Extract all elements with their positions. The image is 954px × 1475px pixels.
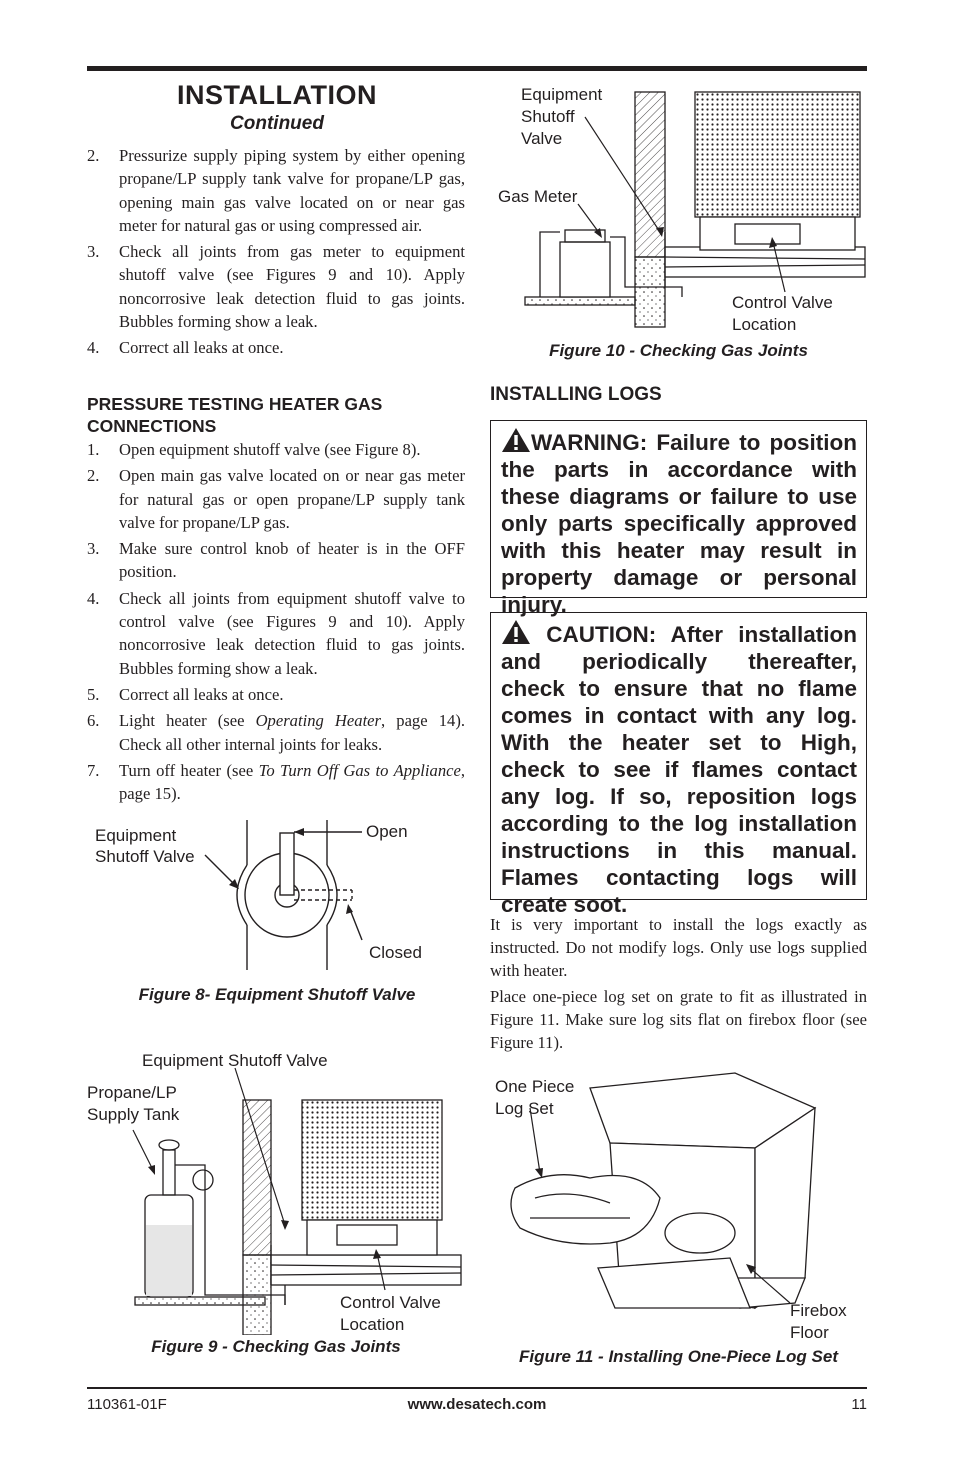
fig9-label-tank-2: Supply Tank xyxy=(87,1105,180,1124)
caution-box xyxy=(490,612,867,917)
fig11-label-log-2: Log Set xyxy=(495,1099,554,1118)
figure-10-caption: Figure 10 - Checking Gas Joints xyxy=(549,341,808,360)
list-item: 3. Make sure control knob of heater is in the OFF position. xyxy=(87,539,465,582)
logs-paragraph-1: It is very important to install the logs exactly as instructed. Do not modify logs. Only use logs supplied with heater. xyxy=(490,915,867,980)
caution-text: CAUTION: After installation and periodically thereafter, check to ensure that no flame comes in contact with any log. With the heater set to High, check to see if flames contact any log. If so, reposition logs according to the log installation instructions in this manual. Flames contacting logs will create soot. xyxy=(501,622,857,917)
fig8-label-valve-1: Equipment xyxy=(95,826,177,845)
list-item: 3. Check all joints from gas meter to equipment shutoff valve (see Figures 9 and 10). Apply noncorrosive leak detection fluid to gas joints. Bubbles forming show a leak. xyxy=(87,242,465,332)
list-item: 2. Open main gas valve located on or near gas meter for natural gas or open propane/LP supply tank valve for propane/LP gas. xyxy=(87,466,465,532)
fig9-label-valve: Equipment Shutoff Valve xyxy=(142,1051,328,1070)
fig11-label-floor-1: Firebox xyxy=(790,1301,847,1320)
fig11-label-log-1: One Piece xyxy=(495,1077,575,1096)
warning-triangle-icon xyxy=(501,427,531,453)
list-item: 1. Open equipment shutoff valve (see Figure 8). xyxy=(87,440,421,459)
fig9-label-control-2: Location xyxy=(340,1315,405,1334)
fig8-label-closed: Closed xyxy=(369,943,422,962)
list-item: 7. Turn off heater (see To Turn Off Gas to Appliance, page 15). xyxy=(87,760,465,804)
figure-9-gas-joints xyxy=(85,1045,467,1335)
figure-8-shutoff-valve xyxy=(87,815,467,980)
doc-number: 110361-01F xyxy=(87,1396,167,1413)
warning-text: WARNING: Failure to position the parts in accordance with these diagrams or failure to use only parts specifically approved with this heater may result in property damage or personal injury. xyxy=(501,430,857,617)
pressure-testing-steps xyxy=(87,438,465,808)
figure-10-gas-joints xyxy=(490,82,867,338)
logs-paragraph-2: Place one-piece log set on grate to fit as illustrated in Figure 11. Make sure log sits flat on firebox floor (see Figure 11). xyxy=(490,987,867,1052)
installing-logs-heading: INSTALLING LOGS xyxy=(490,384,662,405)
caution-triangle-icon xyxy=(501,619,531,645)
page-number: 11 xyxy=(851,1396,867,1413)
fig10-label-meter: Gas Meter xyxy=(498,187,578,206)
website-link[interactable]: www.desatech.com xyxy=(407,1396,547,1413)
figure-9-caption: Figure 9 - Checking Gas Joints xyxy=(151,1337,401,1356)
page-title: INSTALLATION xyxy=(177,80,377,110)
top-rule xyxy=(87,66,867,71)
fig9-label-tank-1: Propane/LP xyxy=(87,1083,177,1102)
fig10-label-control-2: Location xyxy=(732,315,797,334)
fig10-label-valve-2: Shutoff xyxy=(521,107,575,126)
list-item: 4. Correct all leaks at once. xyxy=(87,338,284,358)
list-item: 2. Pressurize supply piping system by either opening propane/LP supply tank valve for propane/LP gas, opening main gas valve located on or near gas meter for natural gas or using compressed air. xyxy=(87,146,465,235)
page-subtitle: Continued xyxy=(230,113,324,134)
pressurize-steps xyxy=(87,144,465,363)
fig10-label-valve-3: Valve xyxy=(521,129,563,148)
figure-8-caption: Figure 8- Equipment Shutoff Valve xyxy=(138,985,416,1004)
fig10-label-valve-1: Equipment xyxy=(521,85,603,104)
fig8-label-valve-2: Shutoff Valve xyxy=(95,847,195,866)
list-item: 6. Light heater (see Operating Heater, page 14). Check all other internal joints for leaks. xyxy=(87,711,465,754)
pressure-testing-heading: PRESSURE TESTING HEATER GAS CONNECTIONS xyxy=(87,394,383,436)
list-item: 5. Correct all leaks at once. xyxy=(87,684,284,704)
fig10-label-control-1: Control Valve xyxy=(732,293,833,312)
figure-11-log-set xyxy=(490,1068,867,1346)
fig8-label-open: Open xyxy=(366,822,408,841)
list-item: 4. Check all joints from equipment shutoff valve to control valve (see Figures 9 and 10). Apply noncorrosive leak detection fluid to gas joints. Bubbles forming show a leak. xyxy=(87,588,465,678)
warning-box xyxy=(490,420,867,617)
footer-rule xyxy=(87,1387,867,1389)
figure-11-caption: Figure 11 - Installing One-Piece Log Set xyxy=(519,1347,838,1366)
fig9-label-control-1: Control Valve xyxy=(340,1293,441,1312)
fig11-label-floor-2: Floor xyxy=(790,1323,829,1342)
